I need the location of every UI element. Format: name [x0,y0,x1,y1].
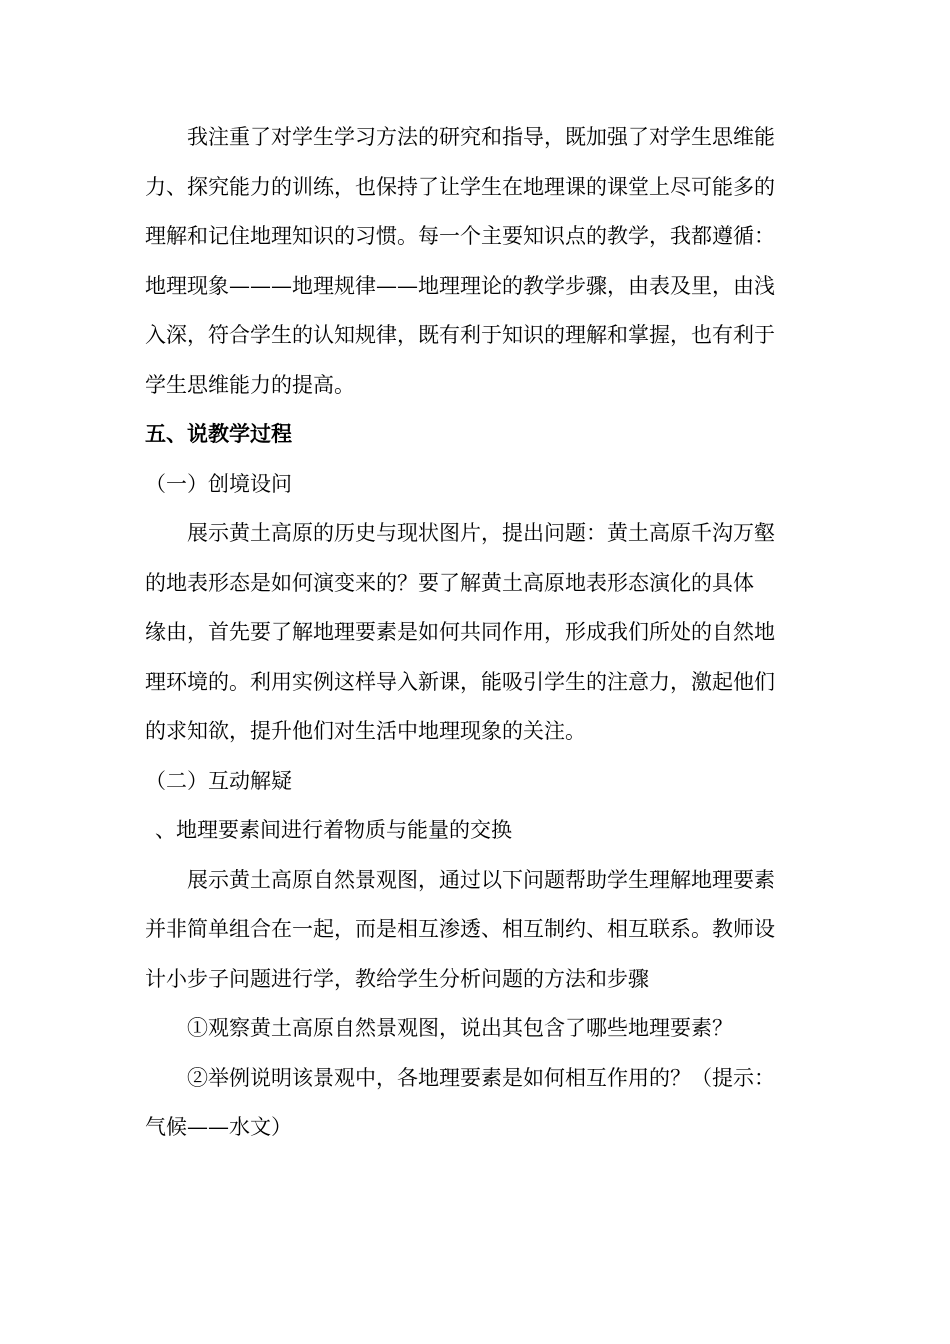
paragraph-landscape-questions [145,856,810,1005]
text-line: 展示黄土高原的历史与现状图片，提出问题：黄土高原千沟万壑 [187,521,775,545]
paragraph-loess-plateau-intro [145,509,810,757]
text-line: 的地表形态是如何演变来的？要了解黄土高原地表形态演化的具体 [145,570,754,595]
text-line: 入深，符合学生的认知规律，既有利于知识的理解和掌握，也有利于 [145,323,775,347]
text-line: 理解和记住地理知识的习惯。每一个主要知识点的教学，我都遵循： [145,224,775,248]
text-line: 并非简单组合在一起，而是相互渗透、相互制约、相互联系。教师设 [145,917,775,941]
text-line: ②举例说明该景观中，各地理要素是如何相互作用的？（提示： [187,1065,775,1090]
text-line: 地理现象———地理规律——地理理论的教学步骤，由表及里，由浅 [145,273,775,298]
paragraph-learning-methods [145,113,810,410]
text-line: 力、探究能力的训练，也保持了让学生在地理课的课堂上尽可能多的 [145,174,775,199]
text-line: 缘由，首先要了解地理要素是如何共同作用，形成我们所处的自然地 [145,620,775,644]
text-line: 气候——水文） [145,1115,292,1139]
text-line: 计小步子问题进行学，教给学生分析问题的方法和步骤 [145,966,649,991]
text-line: 的求知欲，提升他们对生活中地理现象的关注。 [145,719,586,743]
text-line: 我注重了对学生学习方法的研究和指导，既加强了对学生思维能 [187,125,775,149]
subheading-material-energy-exchange: 、地理要素间进行着物质与能量的交换 [155,818,512,842]
subheading-interactive-solving: （二）互动解疑 [145,768,292,793]
question-2 [145,1054,810,1153]
section-heading-teaching-process: 五、说教学过程 [145,422,292,446]
text-line: 理环境的。利用实例这样导入新课，能吸引学生的注意力，激起他们 [145,669,775,694]
subheading-scenario-questions: （一）创境设问 [145,471,292,496]
text-line: ①观察黄土高原自然景观图，说出其包含了哪些地理要素？ [187,1016,733,1040]
question-1 [145,1004,810,1054]
document-page [145,113,810,1153]
text-line: 学生思维能力的提高。 [145,372,355,397]
text-line: 展示黄土高原自然景观图，通过以下问题帮助学生理解地理要素 [187,867,775,892]
